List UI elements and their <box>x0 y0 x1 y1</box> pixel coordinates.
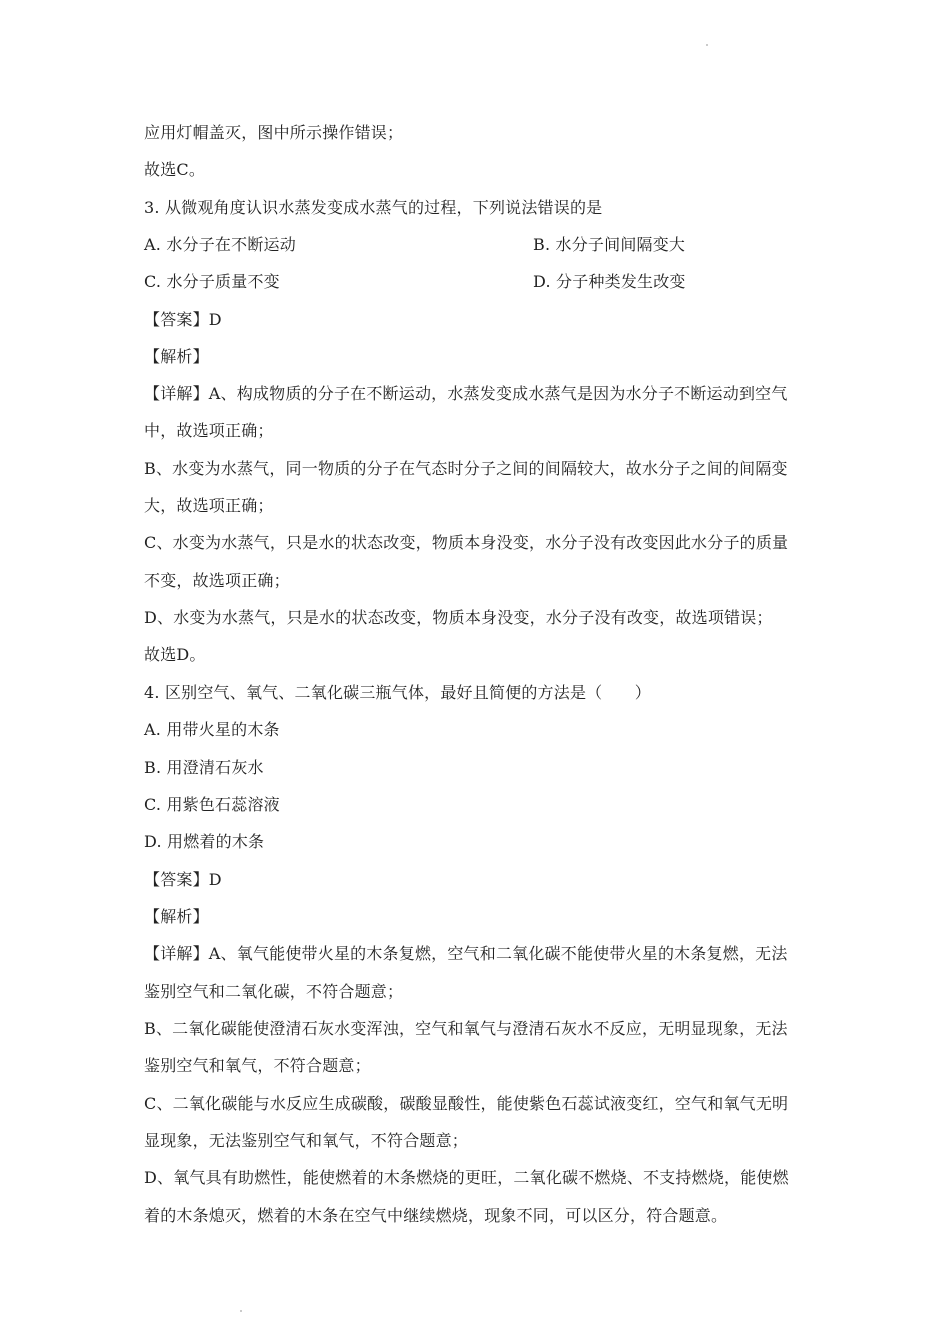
answer-label: 【答案】D <box>144 870 222 889</box>
question-3: 3. 从微观角度认识水蒸发变成水蒸气的过程，下列说法错误的是 <box>144 198 603 217</box>
text-line: 鉴别空气和二氧化碳，不符合题意； <box>144 982 404 1001</box>
option-d: D. 分子种类发生改变 <box>533 272 686 291</box>
text-line: B、水变为水蒸气，同一物质的分子在气态时分子之间的间隔较大，故水分子之间的间隔变 <box>144 459 788 478</box>
option-c: C. 水分子质量不变 <box>144 272 280 291</box>
text-line: 中，故选项正确； <box>144 421 274 440</box>
text-line: D、氧气具有助燃性，能使燃着的木条燃烧的更旺，二氧化碳不燃烧、不支持燃烧，能使燃 <box>144 1168 789 1187</box>
text-line: 应用灯帽盖灭，图中所示操作错误； <box>144 123 404 142</box>
text-line: 着的木条熄灭，燃着的木条在空气中继续燃烧，现象不同，可以区分，符合题意。 <box>144 1206 728 1225</box>
question-4: 4. 区别空气、氧气、二氧化碳三瓶气体，最好且简便的方法是（ ） <box>144 683 651 702</box>
text-line: 大，故选项正确； <box>144 496 274 515</box>
text-line: C、二氧化碳能与水反应生成碳酸，碳酸显酸性，能使紫色石蕊试液变红，空气和氧气无明 <box>144 1094 789 1113</box>
option-c: C. 用紫色石蕊溶液 <box>144 795 280 814</box>
text-line: 【详解】A、氧气能使带火星的木条复燃，空气和二氧化碳不能使带火星的木条复燃，无法 <box>144 944 788 963</box>
text-line: C、水变为水蒸气，只是水的状态改变，物质本身没变，水分子没有改变因此水分子的质量 <box>144 533 789 552</box>
option-a: A. 水分子在不断运动 <box>144 235 296 254</box>
answer-label: 【答案】D <box>144 310 222 329</box>
text-line: 【详解】A、构成物质的分子在不断运动，水蒸发变成水蒸气是因为水分子不断运动到空气 <box>144 384 788 403</box>
analysis-label: 【解析】 <box>144 347 209 366</box>
scan-mark <box>706 44 708 46</box>
text-line: 故选D。 <box>144 645 206 664</box>
option-d: D. 用燃着的木条 <box>144 832 265 851</box>
option-b: B. 水分子间间隔变大 <box>533 235 686 254</box>
option-a: A. 用带火星的木条 <box>144 720 280 739</box>
text-line: 鉴别空气和氧气，不符合题意； <box>144 1056 371 1075</box>
scan-mark <box>240 1310 242 1312</box>
analysis-label: 【解析】 <box>144 907 209 926</box>
text-line: 不变，故选项正确； <box>144 571 290 590</box>
text-line: B、二氧化碳能使澄清石灰水变浑浊，空气和氧气与澄清石灰水不反应，无明显现象，无法 <box>144 1019 788 1038</box>
text-line: D、水变为水蒸气，只是水的状态改变，物质本身没变，水分子没有改变，故选项错误； <box>144 608 773 627</box>
option-b: B. 用澄清石灰水 <box>144 758 264 777</box>
text-line: 故选C。 <box>144 160 206 179</box>
text-line: 显现象，无法鉴别空气和氧气，不符合题意； <box>144 1131 469 1150</box>
